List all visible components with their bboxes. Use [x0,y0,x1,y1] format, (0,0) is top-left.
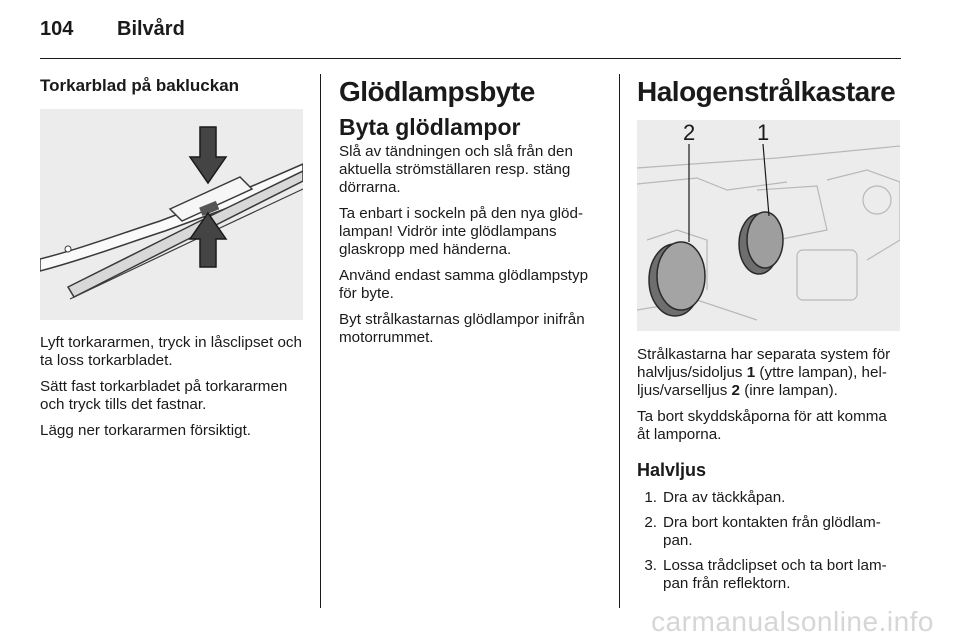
column-divider-2 [619,74,620,608]
wiper-heading: Torkarblad på bakluckan [40,76,240,95]
low-beam-steps [637,489,902,593]
list-item: 3. Lossa trådclipset och ta bort lam-pan från reflektorn. [644,557,887,592]
bulb-paragraph-3: Använd endast samma glödlampstyp för byte. [339,267,589,302]
halogen-paragraph-1: Strålkastarna har separata system för halvljus/sidoljus 1 (yttre lampan), hel-ljus/varselljus 2 (inre lampan). [637,346,891,399]
bulb-title: Glödlampsbyte [339,76,535,107]
headlamp-illustration [637,120,900,331]
list-item: 1. Dra av täckkåpan. [644,489,786,506]
wiper-paragraph-3: Lägg ner torkararmen försiktigt. [40,422,252,439]
wiper-paragraph-2: Sätt fast torkarbladet på torkararmen och tryck tills det fastnar. [40,378,288,413]
low-beam-heading: Halvljus [637,460,707,480]
bulb-subtitle: Byta glödlampor [339,114,521,140]
site-watermark: carmanualsonline.info [651,606,934,637]
header-rule [40,58,901,59]
bulb-paragraph-4: Byt strålkastarnas glödlampor inifrån motorrummet. [339,311,585,346]
bulb-paragraph-2: Ta enbart i sockeln på den nya glöd-lampan! Vidrör inte glödlampans glaskropp med händerna. [339,205,583,258]
column-bulb-replacement [339,76,601,347]
section-title: Bilvård [117,18,185,40]
column-halogen [637,76,902,600]
figure-label-outer-lamp: 1 [757,120,770,145]
wiper-blade-illustration [40,109,303,320]
column-wiper [40,76,305,440]
figure-label-inner-lamp: 2 [683,120,696,145]
page-number: 104 [40,18,74,40]
column-divider-1 [320,74,321,608]
halogen-paragraph-2: Ta bort skyddskåporna för att komma åt lamporna. [637,408,887,443]
halogen-title: Halogenstrålkastare [637,76,896,107]
bulb-paragraph-1: Slå av tändningen och slå från den aktuella strömställaren resp. stäng dörrarna. [339,143,573,196]
list-item: 2. Dra bort kontakten från glödlam-pan. [644,514,881,549]
wiper-paragraph-1: Lyft torkararmen, tryck in låsclipset och ta loss torkarbladet. [40,334,302,369]
